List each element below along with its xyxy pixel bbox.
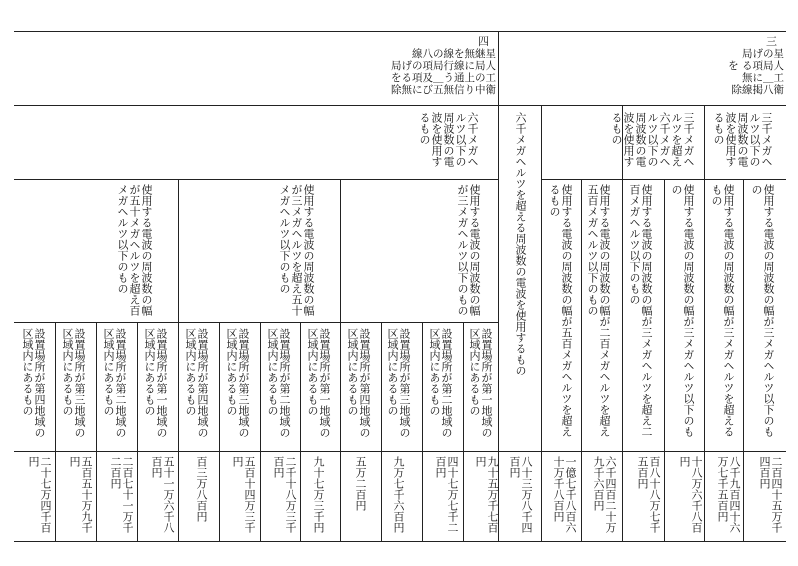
amount-cell: 二千十八万三千百円 xyxy=(272,456,297,533)
region-div-a1 xyxy=(463,322,464,541)
h-col-divider-2 xyxy=(743,179,744,541)
region-div-a2 xyxy=(422,322,423,541)
region-b2: 設置場所が第二地域の区域内にあるもの xyxy=(266,328,291,438)
amount-cell: 五十一万六千八百円 xyxy=(150,456,175,533)
h3-col2-header: 三千メガヘルツを超え六千メガヘルツ以下の周波数の電波を使用するもの xyxy=(610,112,695,167)
amount-cell: 五百十四万三千円 xyxy=(231,456,256,533)
top-rule xyxy=(14,31,786,32)
amount-cell: 八千九百四十六万七千五百円 xyxy=(716,456,741,533)
over6000-header: 六千メガヘルツを超える周波数の電波を使用するもの xyxy=(514,112,527,376)
region-c3: 設置場所が第三地域の区域内にあるもの xyxy=(61,328,86,438)
amount-cell: 二百四十五万千四百円 xyxy=(758,456,783,533)
over6000-divider xyxy=(541,105,542,541)
section4-header: 線八の線を無継星 局げの項局行線に局人 をる項及＿う通上の工 除無にび五無信り中衛 xyxy=(391,48,496,96)
h-col-divider-5 xyxy=(581,179,582,541)
amount-cell: 十八万六千八百円 xyxy=(678,456,703,533)
s4-c-header: 使用する電波の周波数の幅が五十メガヘルツを超え百メガヘルツ以下のもの xyxy=(116,184,153,316)
h-6-header: 使用する電波の周波数の幅が三メガヘルツ以下のもの xyxy=(750,184,775,437)
h3-col1-header: 三千メガヘルツ以下の周波数の電波を使用するもの xyxy=(712,112,773,167)
region-div-a3 xyxy=(381,322,382,541)
region-div-c3 xyxy=(55,322,56,541)
section3-header: 局げの星 を る項局人 無に＿工 除線掲八衛 xyxy=(728,48,784,96)
amount-cell: 九十五万千七百円 xyxy=(474,456,499,533)
amount-cell: 八十三万八千四百円 xyxy=(508,456,533,533)
h-col-divider-3 xyxy=(664,179,665,541)
s4-divider-bc xyxy=(178,179,179,541)
region-div-c2 xyxy=(96,322,97,541)
region-c1: 設置場所が第一地域の区域内にあるもの xyxy=(143,328,168,438)
amount-cell: 一億七千八百六十万千八百円 xyxy=(552,456,577,533)
h-1-header: 使用する電波の周波数の幅が五百メガヘルツを超えるもの xyxy=(548,184,573,437)
region-a4: 設置場所が第四地域の区域内にあるもの xyxy=(346,328,371,438)
amount-cell: 六千四百二十万九千六百円 xyxy=(592,456,617,533)
row2-rule-left xyxy=(14,179,498,180)
region-b1: 設置場所が第一地域の区域内にあるもの xyxy=(306,328,331,438)
region-div-b2 xyxy=(260,322,261,541)
region-a2: 設置場所が第二地域の区域内にあるもの xyxy=(428,328,453,438)
section4-number: 四 xyxy=(478,35,489,48)
amount-cell: 四十七万七千二百円 xyxy=(434,456,459,533)
h-4-header: 使用する電波の周波数の幅が三メガヘルツ以下のもの xyxy=(670,184,695,437)
h-2-header: 使用する電波の周波数の幅が二百メガヘルツを超え五百メガヘルツ以下のもの xyxy=(586,184,611,437)
region-c4: 設置場所が第四地域の区域内にあるもの xyxy=(21,328,46,438)
region-c2: 設置場所が第二地域の区域内にあるもの xyxy=(102,328,127,438)
h-col-divider-1 xyxy=(704,105,705,541)
amount-cell: 百八十八万七千五百円 xyxy=(636,456,661,533)
region-a1: 設置場所が第一地域の区域内にあるもの xyxy=(468,328,493,438)
s4-a-header: 使用する電波の周波数の幅が三メガヘルツ以下のもの xyxy=(456,184,481,316)
amount-rule xyxy=(14,451,786,452)
bottom-rule xyxy=(14,541,786,542)
amount-cell: 九十七万三千円 xyxy=(312,456,325,533)
amount-cell: 五百五十万九千円 xyxy=(68,456,93,533)
amount-cell: 九万七千六百円 xyxy=(392,456,405,533)
region-div-b1 xyxy=(300,322,301,541)
s4-b-header: 使用する電波の周波数の幅が三メガヘルツを超え五十メガヘルツ以下のもの xyxy=(278,184,315,316)
s4-divider-ab xyxy=(340,179,341,541)
h-3-header: 使用する電波の周波数の幅が三メガヘルツを超え二百メガヘルツ以下のもの xyxy=(628,184,653,437)
region-a3: 設置場所が第三地域の区域内にあるもの xyxy=(386,328,411,438)
region-rule xyxy=(14,322,498,323)
region-div-c1 xyxy=(137,322,138,541)
header-rule xyxy=(14,105,786,106)
amount-cell: 五万二百円 xyxy=(354,456,367,511)
region-div-b3 xyxy=(219,322,220,541)
amount-cell: 百三万八百円 xyxy=(195,456,208,522)
amount-cell: 二十七万四千百円 xyxy=(27,456,52,533)
h-5-header: 使用する電波の周波数の幅が三メガヘルツを超えるもの xyxy=(710,184,735,437)
s4-upto6000-header: 六千メガヘルツ以下の周波数の電波を使用するもの xyxy=(418,112,479,167)
region-b4: 設置場所が第四地域の区域内にあるもの xyxy=(184,328,209,438)
section3-number: 三 xyxy=(766,35,777,48)
region-b3: 設置場所が第三地域の区域内にあるもの xyxy=(225,328,250,438)
amount-cell: 二百七十一万千二百円 xyxy=(109,456,134,533)
